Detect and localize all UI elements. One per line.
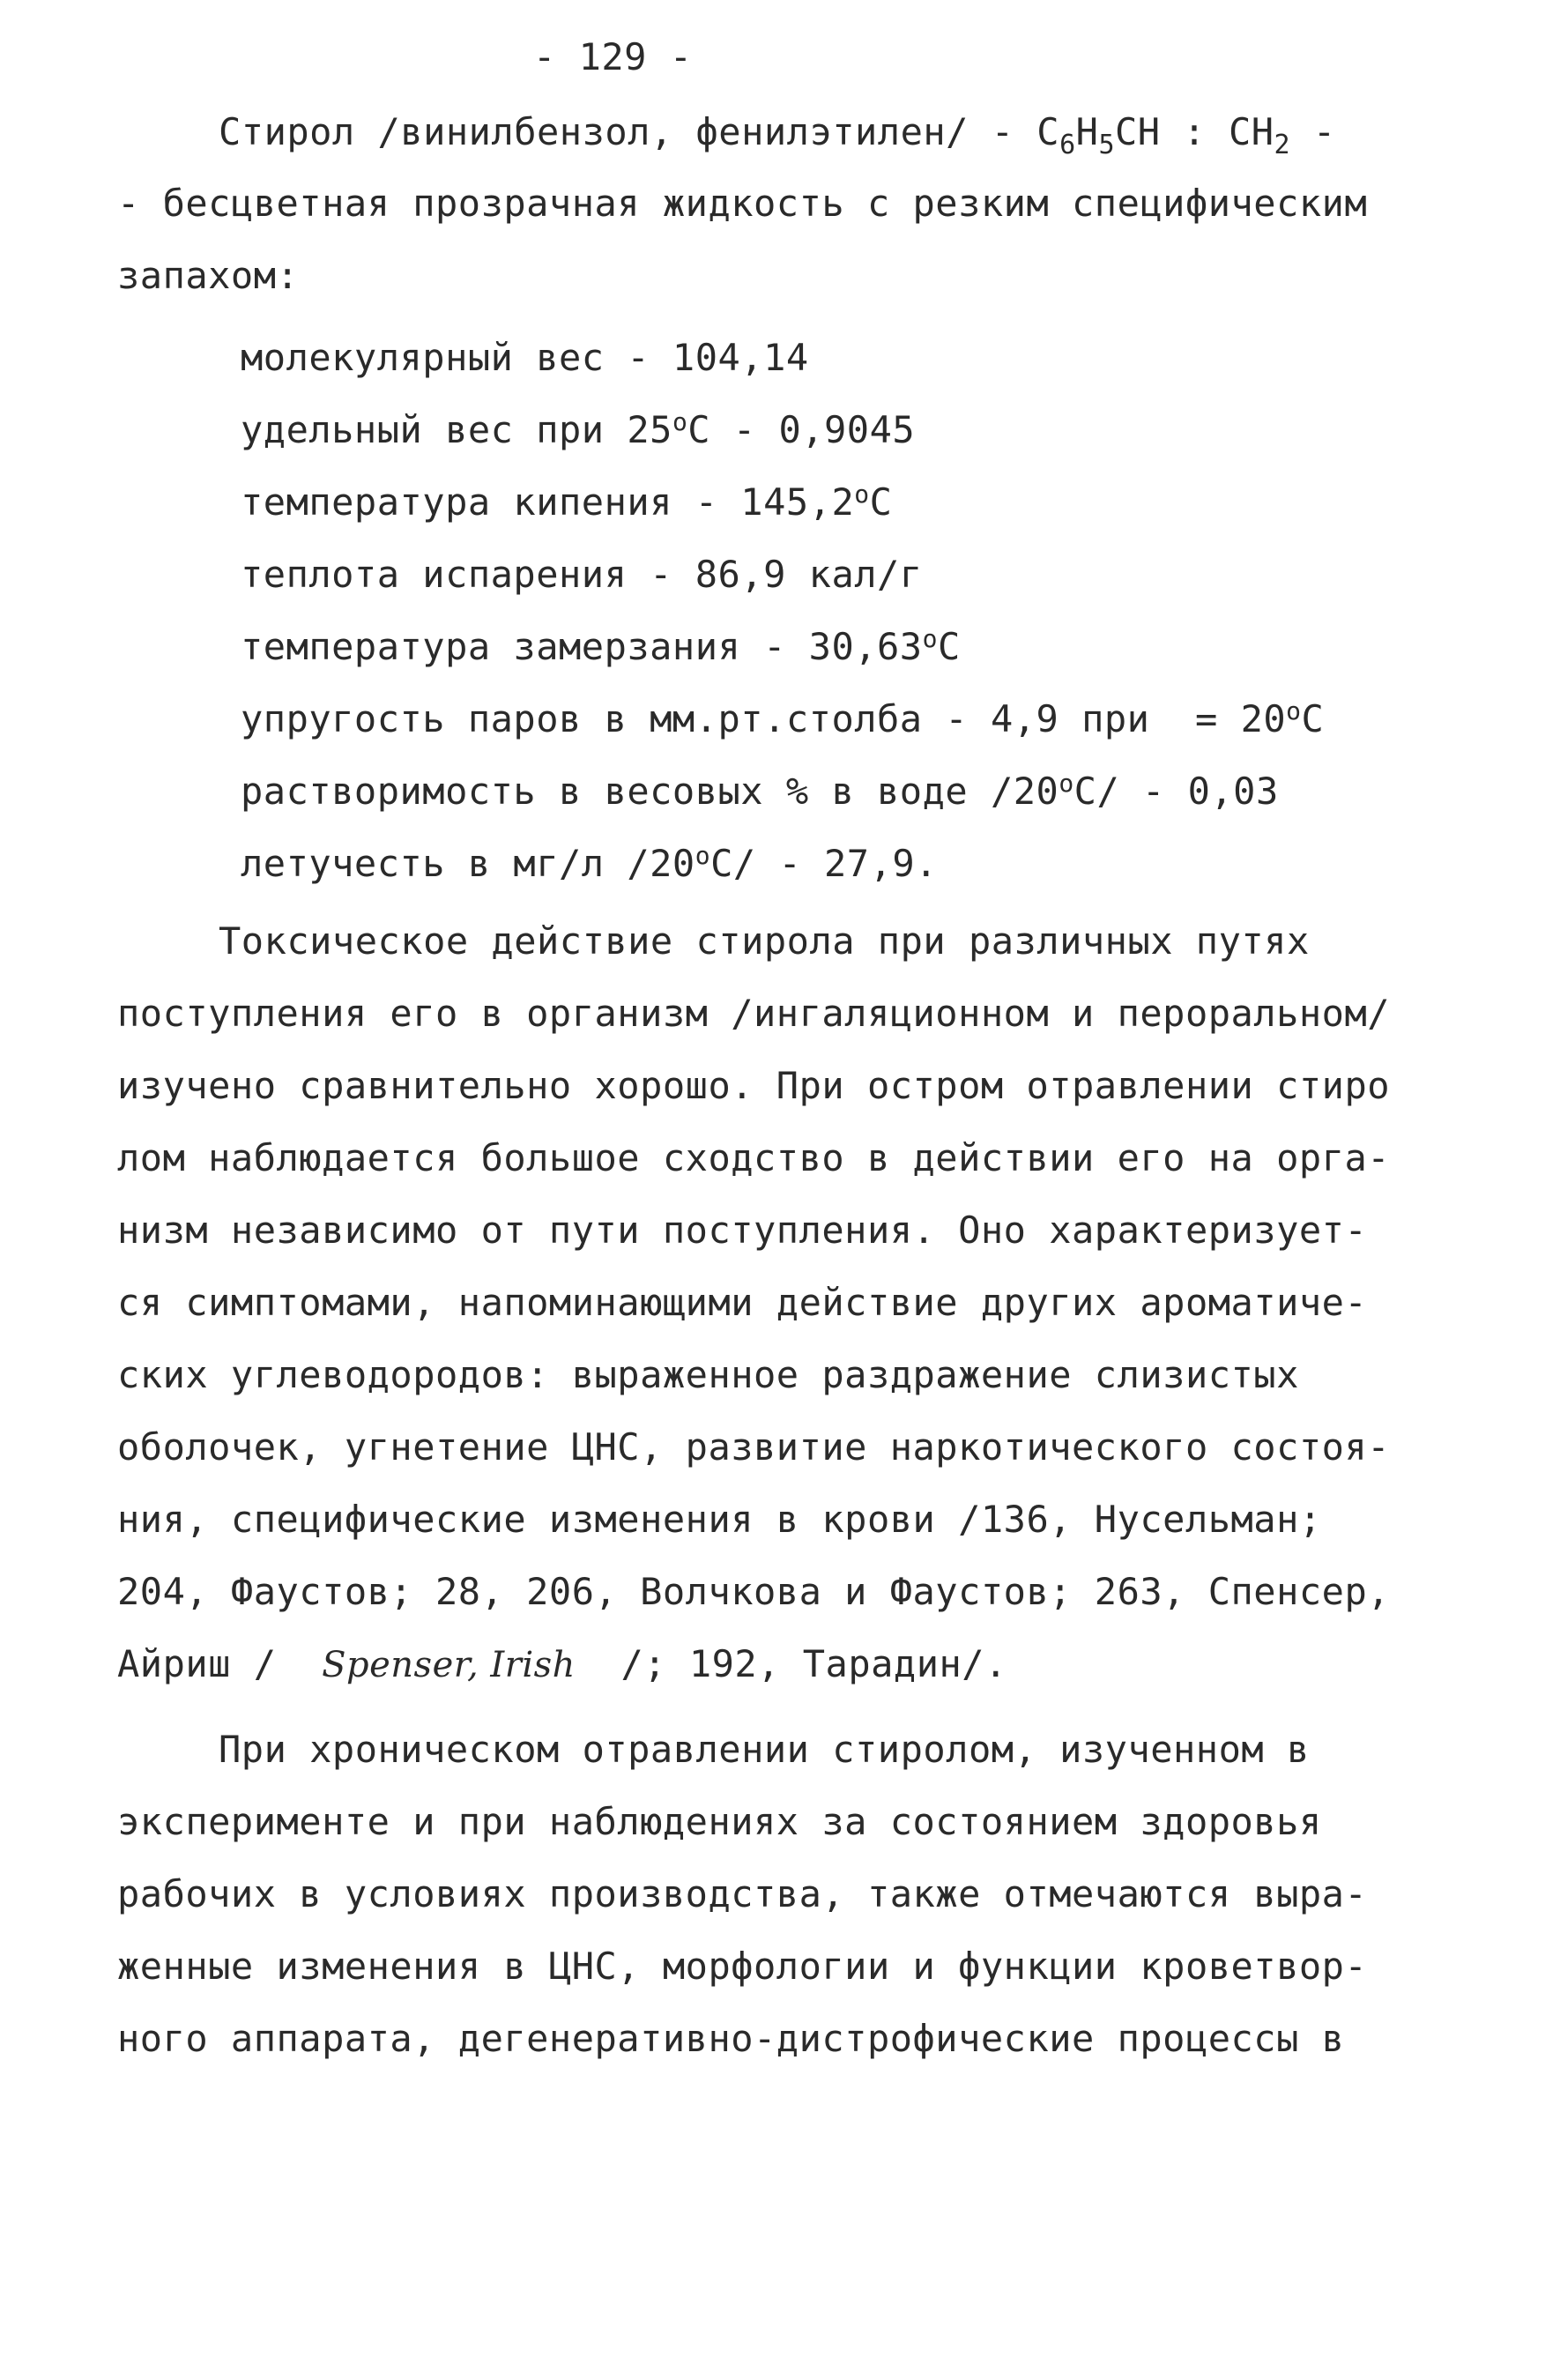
property-freezing-point — [241, 625, 961, 669]
text: температура кипения - 145,2 — [241, 480, 855, 524]
text: Н — [1075, 110, 1099, 153]
para1-line-11 — [117, 1642, 1007, 1687]
text: Айриш / — [117, 1642, 277, 1685]
para1-line-2: поступления его в организм /ингаляционном и пероральном/ — [117, 992, 1391, 1035]
subscript: 6 — [1059, 130, 1076, 160]
degree: о — [854, 480, 870, 509]
property-heat-of-vaporization: теплота испарения - 86,9 кал/г — [241, 553, 923, 596]
text: растворимость в весовых % в воде /20 — [241, 770, 1059, 813]
para1-line-7: ских углеводородов: выраженное раздражение слизистых — [117, 1353, 1299, 1396]
degree: о — [922, 624, 938, 653]
handwritten-names: Spenser, Irish — [322, 1645, 576, 1685]
text: Стирол /винилбензол, фенилэтилен/ - С — [219, 110, 1060, 153]
page-number: - 129 - — [533, 35, 693, 78]
para2-line-3: рабочих в условиях производства, также отмечаются выра- — [117, 1872, 1368, 1915]
degree: о — [1286, 696, 1302, 725]
text: С — [937, 625, 961, 668]
degree: о — [1059, 769, 1074, 798]
text: С/ - 0,03 — [1073, 770, 1279, 813]
text: упругость паров в мм.рт.столба - 4,9 при = 20 — [241, 697, 1287, 740]
para1-line-1: Токсическое действие стирола при различных путях — [219, 919, 1310, 963]
property-molecular-weight: молекулярный вес - 104,14 — [241, 336, 809, 379]
subscript: 5 — [1098, 130, 1116, 160]
intro-line-2: - бесцветная прозрачная жидкость с резким специфическим — [117, 182, 1368, 225]
para1-line-5: низм независимо от пути поступления. Оно характеризует- — [117, 1209, 1368, 1252]
intro-line-1 — [219, 110, 1336, 160]
para1-line-9: ния, специфические изменения в крови /136, Нусельман; — [117, 1498, 1322, 1541]
intro-line-3: запахом: — [117, 254, 300, 297]
property-solubility — [241, 770, 1279, 814]
text: СН : СН — [1115, 110, 1274, 153]
text: С - 0,9045 — [687, 408, 916, 451]
subscript: 2 — [1274, 130, 1291, 160]
property-specific-gravity — [241, 408, 915, 452]
para1-line-6: ся симптомами, напоминающими действие других ароматиче- — [117, 1281, 1368, 1324]
text: удельный вес при 25 — [241, 408, 672, 451]
text: летучесть в мг/л /20 — [241, 842, 695, 885]
para1-line-8: оболочек, угнетение ЦНС, развитие наркотического состоя- — [117, 1425, 1391, 1469]
para2-line-4: женные изменения в ЦНС, морфологии и функции кроветвор- — [117, 1945, 1368, 1988]
para2-line-1: При хроническом отравлении стиролом, изученном в — [219, 1728, 1310, 1771]
para1-line-3: изучено сравнительно хорошо. При остром отравлении стиро — [117, 1064, 1391, 1107]
para1-line-10: 204, Фаустов; 28, 206, Волчкова и Фаустов; 263, Спенсер, — [117, 1570, 1391, 1613]
property-vapor-pressure — [241, 697, 1324, 741]
text: - — [1290, 110, 1336, 153]
degree: о — [695, 841, 711, 870]
text: С/ - 27,9. — [710, 842, 938, 885]
para2-line-5: ного аппарата, дегенеративно-дистрофические процессы в — [117, 2017, 1345, 2060]
property-volatility — [241, 842, 938, 886]
degree: о — [672, 407, 688, 436]
text: /; 192, Тарадин/. — [620, 1642, 1007, 1685]
property-boiling-point — [241, 480, 892, 524]
text: температура замерзания - 30,63 — [241, 625, 923, 668]
para1-line-4: лом наблюдается большое сходство в действии его на орга- — [117, 1136, 1391, 1179]
para2-line-2: эксперименте и при наблюдениях за состоянием здоровья — [117, 1800, 1322, 1843]
text: С — [1301, 697, 1325, 740]
text: С — [869, 480, 893, 524]
